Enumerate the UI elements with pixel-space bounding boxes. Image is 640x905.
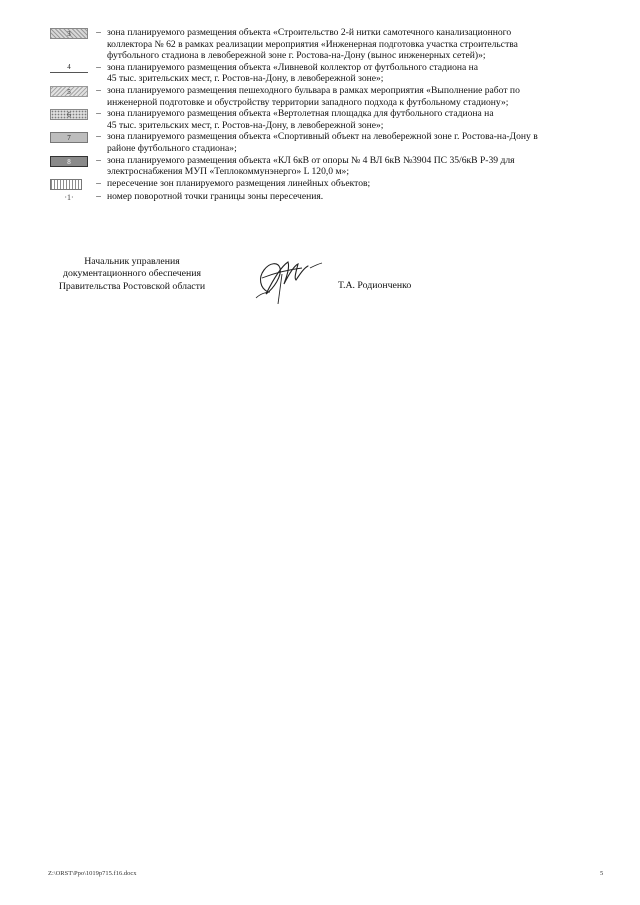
legend-dash: –	[96, 177, 101, 189]
legend-item-3	[50, 27, 590, 62]
legend-text: номер поворотной точки границы зоны пересечения.	[107, 190, 324, 202]
zone-5-hatch-symbol: 5	[50, 86, 88, 97]
zone-7-gray-symbol: 7	[50, 132, 88, 143]
legend-item-6	[50, 108, 590, 131]
legend-text: зона планируемого размещения объекта «Спортивный объект на левобережной зоне г. Ростова-на-Дону в районе футбольного стадиона»;	[107, 131, 538, 154]
legend-text: зона планируемого размещения объекта «КЛ 6кВ от опоры № 4 ВЛ 6кВ №3904 ПС 35/6кВ Р-39 для электроснабжения МУП «Теплокоммунэнерго» L 120,0 м»;	[107, 154, 515, 178]
zone-4-line-symbol: 4	[50, 61, 88, 73]
legend	[50, 27, 590, 204]
footer-file-path: Z:\ORST\Ppo\1019p715.f16.docx	[48, 870, 137, 877]
intersection-vertical-hatch-symbol	[50, 179, 82, 190]
legend-dash: –	[96, 190, 101, 202]
legend-dash: –	[96, 27, 101, 38]
legend-dash: –	[96, 108, 101, 120]
legend-dash: –	[96, 131, 101, 143]
legend-item-turning-point	[50, 191, 590, 204]
legend-item-4	[50, 62, 590, 85]
zone-3-hatch-symbol: 3	[50, 28, 88, 39]
legend-item-intersection	[50, 178, 590, 191]
turning-point-number-symbol: ·1·	[64, 192, 74, 202]
signatory-position: Начальник управления документационного обеспечения Правительства Ростовской области	[58, 256, 206, 292]
signatory-name: Т.А. Родионченко	[338, 280, 412, 291]
page-number: 5	[600, 870, 604, 877]
legend-item-5	[50, 85, 590, 108]
handwritten-signature	[238, 248, 328, 306]
legend-item-7	[50, 131, 590, 154]
legend-text: пересечение зон планируемого размещения линейных объектов;	[107, 177, 371, 189]
legend-dash: –	[96, 84, 101, 96]
zone-6-dotted-symbol: 6	[50, 109, 88, 120]
legend-item-8	[50, 155, 590, 178]
zone-8-dark-symbol: 8	[50, 156, 88, 167]
legend-text: зона планируемого размещения объекта «Ливневой коллектор от футбольного стадиона на 45 тыс. зрительских мест, г. Ростов-на-Дону, в левобережной зоне»;	[107, 61, 479, 85]
legend-text: зона планируемого размещения пешеходного бульвара в рамках мероприятия «Выполнение работ по инженерной подготовке и обустройству территории западного подхода к футбольному стадиону»;	[107, 84, 520, 108]
legend-text: зона планируемого размещения объекта «Вертолетная площадка для футбольного стадиона на 45 тыс. зрительских мест, г. Ростов-на-Дону, в левобережной зоне»;	[107, 108, 494, 131]
legend-dash: –	[96, 154, 101, 166]
legend-dash: –	[96, 61, 101, 73]
legend-text: зона планируемого размещения объекта «Строительство 2-й нитки самотечного канализационного коллектора № 62 в рамках реализации мероприятия «Инженерная подготовка участка строительства футбольного стадиона в левобережной зоне г. Ростова-на-Дону (вынос инженерных сетей)»;	[107, 27, 518, 62]
